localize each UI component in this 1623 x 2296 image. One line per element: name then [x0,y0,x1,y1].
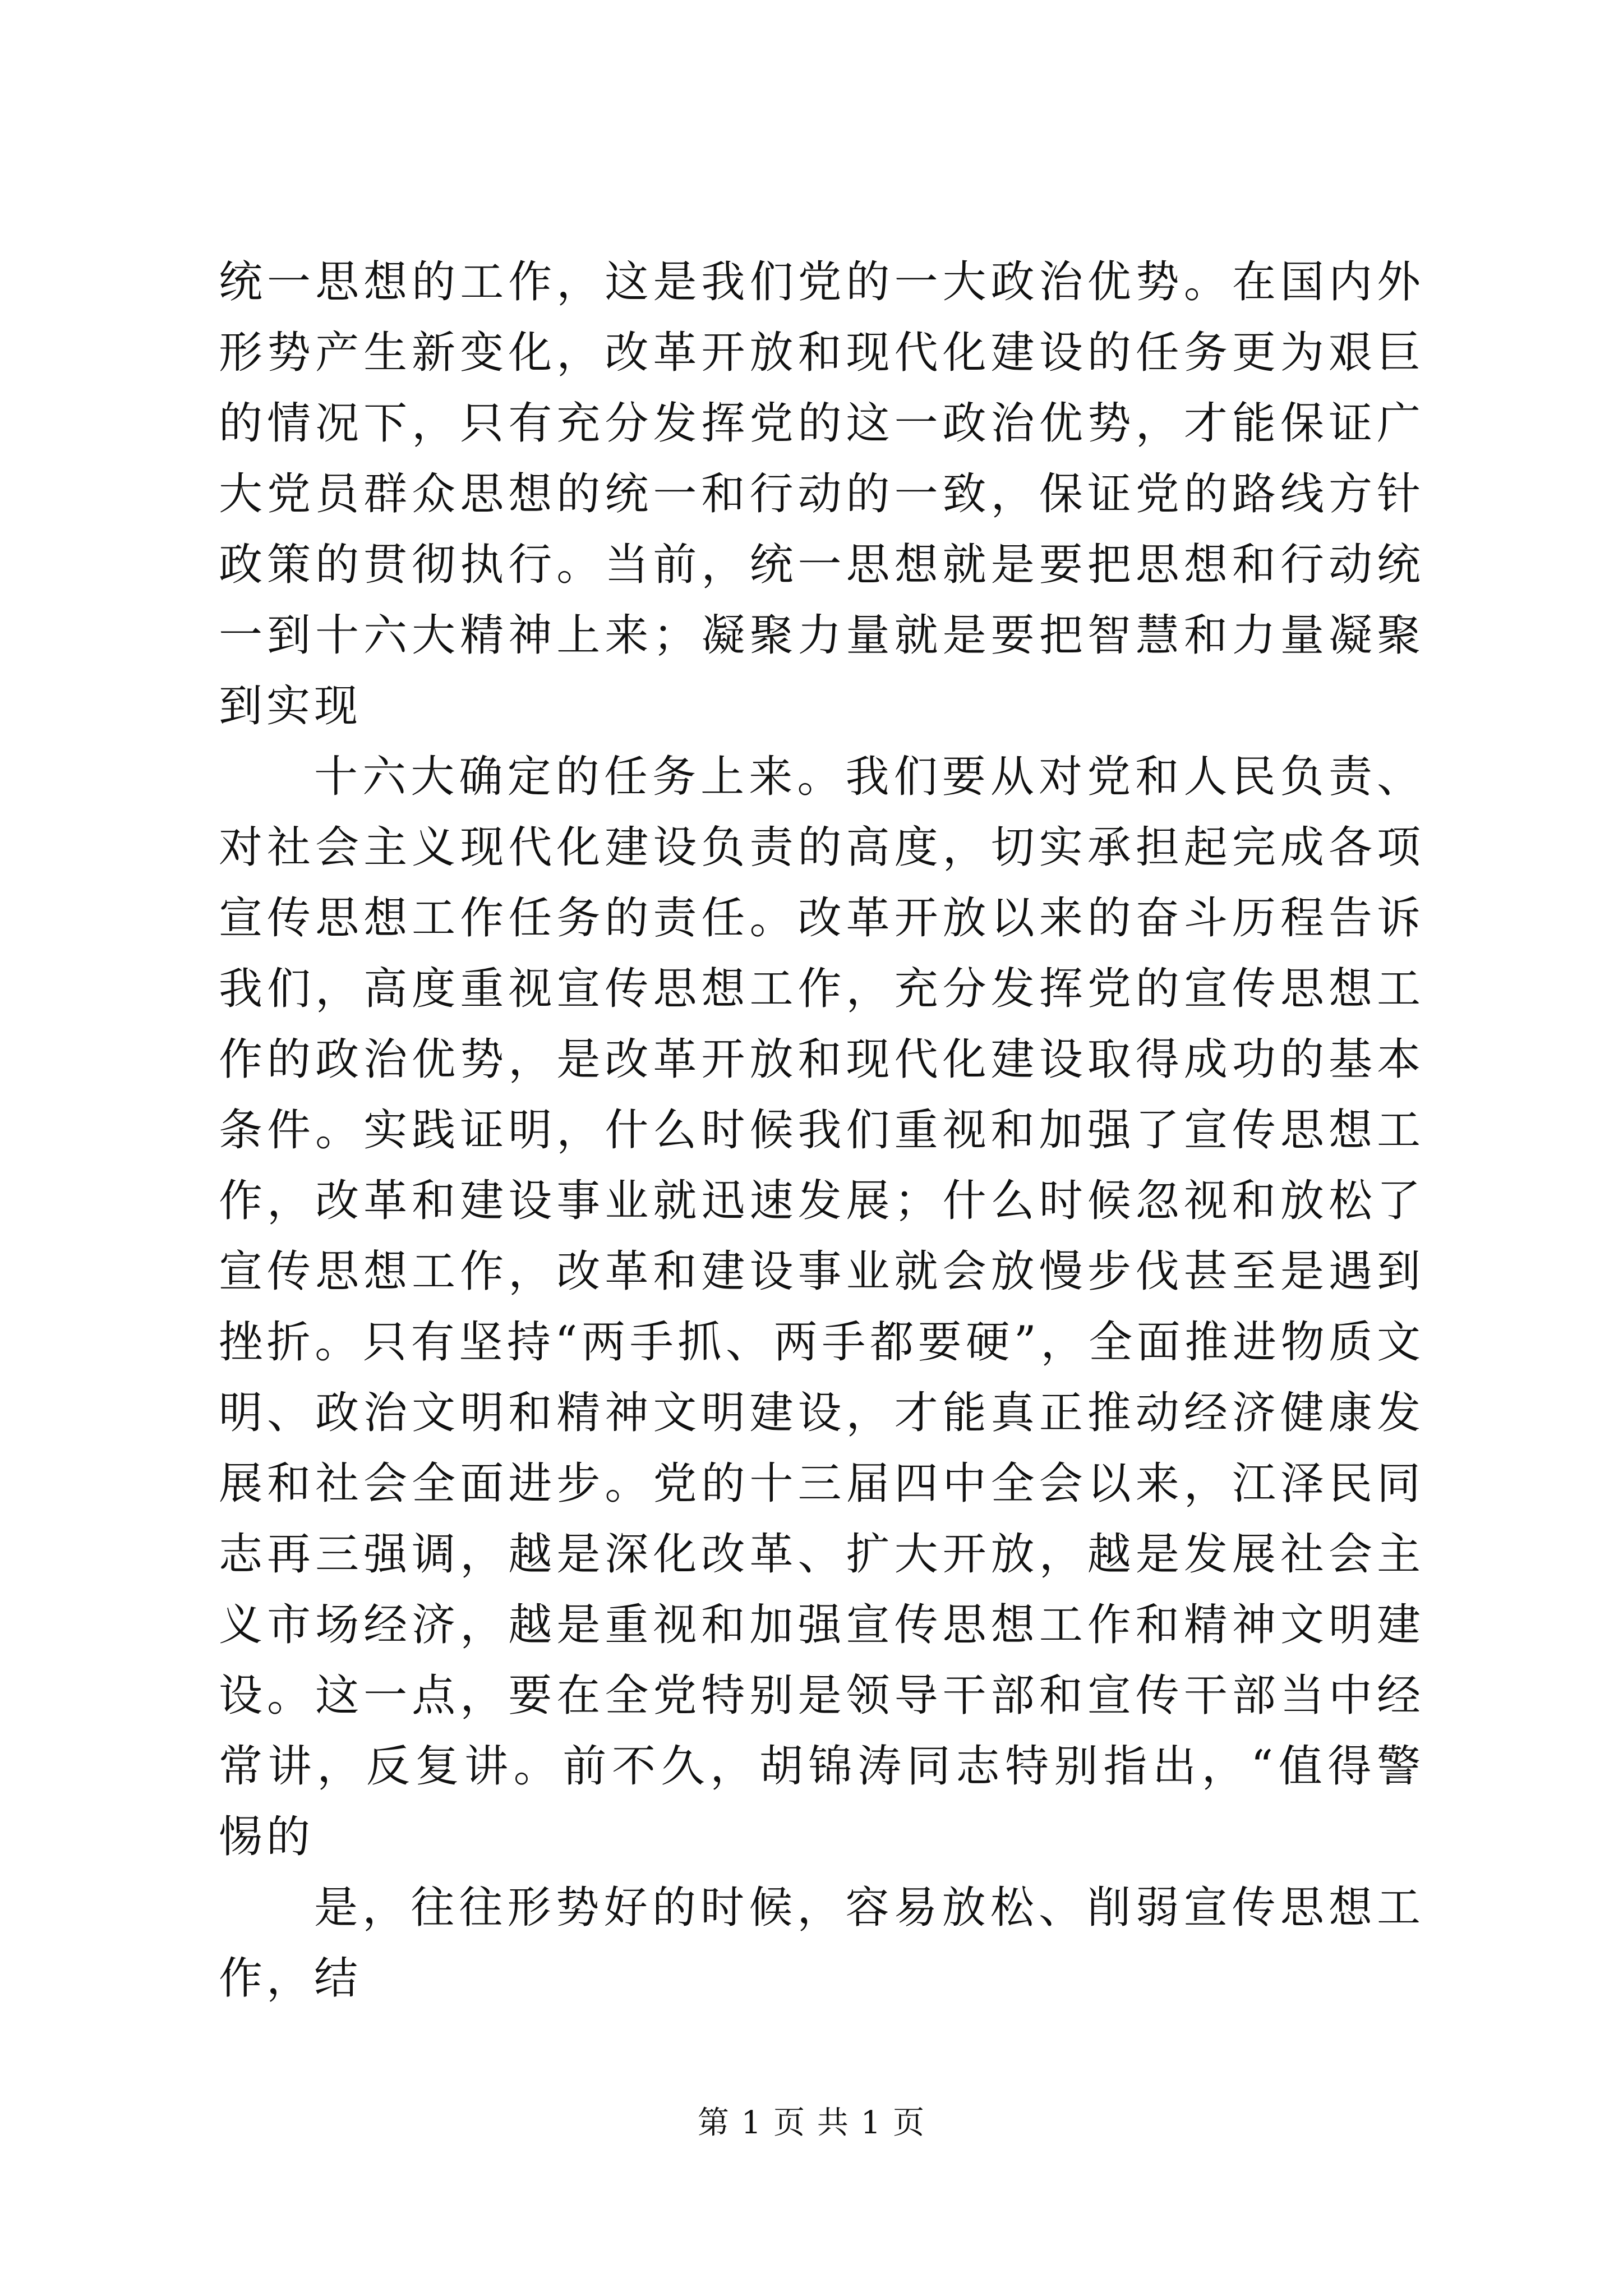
page-footer: 第 1 页 共 1 页 [697,2105,926,2141]
paragraph-2: 十六大确定的任务上来。我们要从对党和人民负责、对社会主义现代化建设负责的高度，切实承担起完成各项宣传思想工作任务的责任。改革开放以来的奋斗历程告诉我们，高度重视宣传思想工作，充分发挥党的宣传思想工作的政治优势，是改革开放和现代化建设取得成功的基本条件。实践证明，什么时候我们重视和加强了宣传思想工作，改革和建设事业就迅速发展；什么时候忽视和放松了宣传思想工作，改革和建设事业就会放慢步伐甚至是遇到挫折。只有坚持“两手抓、两手都要硬”，全面推进物质文明、政治文明和精神文明建设，才能真正推动经济健康发展和社会全面进步。党的十三届四中全会以来，江泽民同志再三强调，越是深化改革、扩大开放，越是发展社会主义市场经济，越是重视和加强宣传思想工作和精神文明建设。这一点，要在全党特别是领导干部和宣传干部当中经常讲，反复讲。前不久，胡锦涛同志特别指出，“值得警惕的 [219,752,1424,1862]
paragraph-3: 是，往往形势好的时候，容易放松、削弱宣传思想工作，结 [219,1883,1424,2004]
paragraph-1: 统一思想的工作，这是我们党的一大政治优势。在国内外形势产生新变化，改革开放和现代化建设的任务更为艰巨的情况下，只有充分发挥党的这一政治优势，才能保证广大党员群众思想的统一和行动的一致，保证党的路线方针政策的贯彻执行。当前，统一思想就是要把思想和行动统一到十六大精神上来；凝聚力量就是要把智慧和力量凝聚到实现 [219,257,1424,731]
document-body [219,247,1424,2014]
